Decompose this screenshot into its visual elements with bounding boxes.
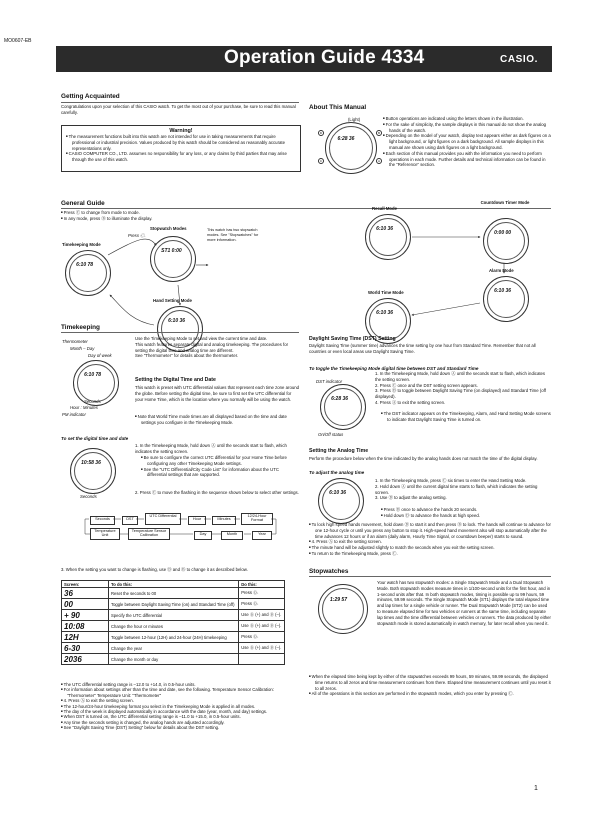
table-cell: 2036 xyxy=(62,654,109,665)
analog-note: ■ To lock high speed hands movement, hold down Ⓓ to start it and then press Ⓑ to lock. The hands will continue to advance for one 12-hour cycle or until you press any button to stop it. High-speed hand movement also will stop automatically after the time advances 12 hours or if an alarm (daily alarm, Hourly Time Signal, or countdown beeper) starts to sound. xyxy=(309,522,551,539)
label-seconds: Seconds xyxy=(84,399,101,404)
mode-countdown: Countdown Timer Mode xyxy=(480,200,530,205)
general-list xyxy=(61,210,211,222)
seq-utc: UTC Differential xyxy=(145,513,181,525)
dst-step: 3. Press Ⓓ to toggle between Daylight Saving Time (on displayed) and Standard Time (off displayed). xyxy=(375,388,546,400)
seq-minutes: Minutes xyxy=(212,516,236,525)
after-note: ■ Any time the seconds setting is changed, the analog hands are adjusted accordingly. xyxy=(61,720,299,725)
table-row xyxy=(62,599,285,610)
table-row xyxy=(62,643,285,654)
divider xyxy=(61,102,299,103)
label-month-day: Month – Day xyxy=(70,346,95,351)
label-day-of-week: Day of week xyxy=(88,353,112,358)
after-notes xyxy=(61,682,299,731)
step1-note: ■ See the "UTC Differential/City Code List" for information about the UTC differential settings that are supported. xyxy=(141,467,299,479)
settings-table xyxy=(61,580,285,665)
watch-hand-setting: 6:10 36 xyxy=(157,306,203,352)
label-seconds-setting: Seconds xyxy=(80,494,97,499)
analog-substep: ■ Hold down Ⓓ to advance the hands at high speed. xyxy=(381,513,551,519)
warning-box xyxy=(61,125,301,172)
warning-item: ■ CASIO COMPUTER CO., LTD. assumes no responsibility for any loss, or any claims by third parties that may arise through the use of this watch. xyxy=(66,151,296,163)
mode-stopwatch: Stopwatch Modes xyxy=(150,226,187,231)
table-row xyxy=(62,621,285,632)
watch-countdown: 0:00 00 xyxy=(483,218,529,264)
watch-dst: 6:28 36 xyxy=(320,384,366,430)
stopwatches-notes xyxy=(309,674,551,697)
intro-para: This watch features separate digital and analog timekeeping. The procedures for setting the digital time and analog time are different. xyxy=(135,341,289,353)
step1-notes xyxy=(141,455,299,478)
dst-step: 1. In the Timekeeping Mode, hold down Ⓐ until the seconds start to flash, which indicates the setting screen. xyxy=(375,371,546,382)
divider xyxy=(61,332,299,333)
analog-substeps xyxy=(381,507,551,519)
about-item: ■ For the sake of simplicity, the sample displays in this manual do not show the analog hands of the watch. xyxy=(383,122,551,134)
dst-sub: To toggle the Timekeeping Mode digital time between DST and Standard Time xyxy=(309,366,479,371)
table-cell: 00 xyxy=(62,599,109,610)
getting-intro: Congratulations upon your selection of this CASIO watch. To get the most out of your purchase, be sure to read this manual carefully. xyxy=(61,104,296,115)
table-row xyxy=(62,654,285,665)
stopwatch-note: This watch has two stopwatch modes. See "Stopwatches" for more information. xyxy=(207,228,259,242)
step1-note: ■ Be sure to configure the correct UTC differential for your Home Time before configuring any other Timekeeping Mode settings. xyxy=(141,455,299,467)
timekeeping-heading: Timekeeping xyxy=(61,324,100,331)
title-banner xyxy=(56,46,552,72)
stopwatch-note-item: ■ All of the operations in this section are performed in the stopwatch modes, which you enter by pressing Ⓒ. xyxy=(309,691,551,697)
table-cell: Use Ⓓ (+) and Ⓑ (–). xyxy=(239,643,285,654)
analog-step: 2. Hold down Ⓐ until the current digital time starts to flash, which indicates the setting screen. xyxy=(375,483,538,495)
divider xyxy=(61,208,551,209)
table-cell: Change the year xyxy=(109,643,239,654)
analog-heading: Setting the Analog Time xyxy=(309,448,369,454)
table-cell: 10:08 xyxy=(62,621,109,632)
sdt-text: This watch is preset with UTC differential values that represent each time zone around the globe. Before setting the digital time, be sure to first set the UTC differential for your Home Time, which is the location where you normally will be using the watch. xyxy=(135,385,299,402)
table-cell: Press Ⓓ. xyxy=(239,588,285,599)
general-heading: General Guide xyxy=(61,200,105,207)
warning-list xyxy=(66,134,296,163)
table-cell: Change the hour or minutes xyxy=(109,621,239,632)
watch-stopwatch: ST1 0:00 xyxy=(150,236,196,282)
sequence-arrows xyxy=(84,510,284,544)
page-title: Operation Guide 4334 xyxy=(224,47,425,68)
watch-setting: 10:58 36 xyxy=(70,448,116,494)
mode-world-time: World Time Mode xyxy=(368,290,404,295)
table-cell: Press Ⓓ. xyxy=(239,632,285,643)
analog-note: ■ The minute hand will be adjusted slightly to match the seconds when you exit the setting screen. xyxy=(309,545,551,551)
after-note: ■ For information about settings other than the time and date, see the following. Temperature Sensor Calibration: "Thermometer" Temperature Unit: "Thermometer" xyxy=(61,687,299,698)
about-list xyxy=(383,116,551,168)
button-c-icon: C xyxy=(319,159,323,163)
label-pm-indicator: PM indicator xyxy=(62,412,86,417)
button-a-icon: A xyxy=(377,159,380,163)
stopwatch-note-item: ■ When the elapsed time being kept by either of the stopwatches exceeds 99 hours, 59 minutes, 59.99 seconds, the displayed time returns to all zeros and time measurement continues from there. Elapsed time measurement continues until you reset it to all zeros. xyxy=(309,674,551,691)
intro-para: See "Thermometer" for details about the thermometer. xyxy=(135,353,239,359)
analog-notes xyxy=(309,522,551,557)
timekeeping-intro xyxy=(135,336,300,359)
label-dst-indicator: DST indicator xyxy=(316,379,343,384)
analog-intro: Perform the procedure below when the time indicated by the analog hands does not match the time of the digital display. xyxy=(309,456,538,461)
intro-para: Use the Timekeeping Mode to set and view the current time and date. xyxy=(135,336,268,341)
analog-sub: To adjust the analog time xyxy=(309,470,365,475)
table-cell: Change the month or day xyxy=(109,654,239,665)
after-note: ■ When DST is turned on, the UTC differential setting range is –11.0 to +15.0, in 0.5-hour units. xyxy=(61,714,299,719)
table-row xyxy=(62,632,285,643)
after-note: ■ The UTC differential setting range is –12.0 to +14.0, in 0.5-hour units. xyxy=(61,682,299,687)
table-cell: Toggle between 12-hour (12H) and 24-hour (24H) timekeeping xyxy=(109,632,239,643)
set-step-3: 3. When the setting you want to change is flashing, use Ⓓ and Ⓑ to change it as described below. xyxy=(61,567,248,572)
mode-alarm: Alarm Mode xyxy=(489,268,514,273)
watch-alarm: 6:10 36 xyxy=(483,276,529,322)
table-cell xyxy=(239,654,285,665)
sdt-note-item: ■ Note that World Time mode times are all displayed based on the time and date settings you configure in the Timekeeping Mode. xyxy=(135,414,300,426)
table-cell: Press Ⓓ. xyxy=(239,599,285,610)
about-item: ■ Each section of this manual provides you with the information you need to perform operations in each mode. Further details and technical information can be found in the "Reference" section. xyxy=(383,151,551,168)
seq-month: Month xyxy=(221,531,243,540)
divider xyxy=(309,576,551,577)
dst-step: 4. Press Ⓐ to exit the setting screen. xyxy=(375,399,446,405)
table-cell: Specify the UTC differential xyxy=(109,610,239,621)
table-cell: Toggle between Daylight Saving Time (on) and Standard Time (off) xyxy=(109,599,239,610)
warning-title: Warning! xyxy=(169,128,193,134)
watch-timekeeping-detail: 6:10 78 xyxy=(73,360,119,406)
watch-world-time: 6:10 36 xyxy=(365,298,411,344)
seq-seconds: Seconds xyxy=(90,516,115,525)
mode-hand-setting: Hand Setting Mode xyxy=(153,298,192,303)
seq-dst: DST xyxy=(122,516,138,525)
table-cell: Use Ⓓ (+) and Ⓑ (–). xyxy=(239,610,285,621)
analog-note: ■ 4. Press Ⓐ to exit the setting screen. xyxy=(309,539,551,545)
mode-flow-arrows xyxy=(100,225,540,345)
press-c-label: Press Ⓒ. xyxy=(128,233,146,238)
label-hour-minutes: Hour : Minutes xyxy=(70,405,98,410)
analog-steps xyxy=(375,478,551,501)
table-header: Do this: xyxy=(239,581,285,588)
table-cell: + 90 xyxy=(62,610,109,621)
after-note: ■ The 12-hour/24-hour timekeeping format you select in the Timekeeping Mode is applied in all modes. xyxy=(61,704,299,709)
seq-temp-cal: Temperature Sensor Calibration xyxy=(128,528,170,540)
seq-12-24: 12/24-Hour Format xyxy=(241,513,273,525)
table-header: Screen: xyxy=(62,581,109,588)
dst-step: 2. Press Ⓒ once and the DST setting screen appears. xyxy=(375,382,478,388)
analog-step: 1. In the Timekeeping Mode, press Ⓒ six times to enter the Hand Setting Mode. xyxy=(375,478,527,483)
set-step-2: 2. Press Ⓒ to move the flashing in the sequence shown below to select other settings. xyxy=(135,490,299,495)
brand-logo: CASIO. xyxy=(500,54,539,65)
page-number: 1 xyxy=(534,785,538,792)
sdt-note xyxy=(135,414,300,426)
stopwatches-text: Your watch has two stopwatch modes: a Single Stopwatch Mode and a Dual Stopwatch Mode. Both stopwatch modes measure times in 1/100-second units for the first hour, and in 1-second units after that. In both stopwatch modes, timing is possible up to 99 hours, 59 minutes, 59.99 seconds. The Single Stopwatch Mode (ST1) displays the total elapsed time and lap times for a single vehicle or runner. The Dual Stopwatch Mode (ST2) can be used to measure elapsed time for two vehicles or runners at the same time, including separate lap times and the time differential between vehicles or runners. The data produced by either stopwatch mode is stored automatically in watch memory, for later recall when you need it. xyxy=(377,580,551,626)
table-cell: 6-30 xyxy=(62,643,109,654)
about-item: ■ Button operations are indicated using the letters shown in the illustration. xyxy=(383,116,551,122)
watch-recall: 6:10 36 xyxy=(365,214,411,260)
analog-step: 3. Use Ⓓ to adjust the analog setting. xyxy=(375,495,447,501)
watch-stopwatch-detail: 1:29 57 xyxy=(318,584,368,634)
stopwatches-heading: Stopwatches xyxy=(309,568,349,575)
table-cell: Reset the seconds to 00 xyxy=(109,588,239,599)
light-label: (Light) xyxy=(348,117,361,122)
warning-item: ■ The measurement functions built into this watch are not intended for use in taking measurements that require professional or industrial precision. Values produced by this watch should be considered as reasonably accurate representations only. xyxy=(66,134,296,151)
sdt-heading: Setting the Digital Time and Date xyxy=(135,377,216,383)
about-heading: About This Manual xyxy=(309,104,367,111)
button-d-icon: D xyxy=(319,131,323,135)
dst-intro: Daylight Saving Time (summer time) advances the time setting by one hour from Standard Time. Remember that not all countries or even local areas use Daylight Saving Time. xyxy=(309,343,536,354)
button-b-icon: B xyxy=(377,131,380,135)
seq-temp-unit: Temperature Unit xyxy=(90,528,120,540)
mode-recall: Recall Mode xyxy=(372,206,398,211)
general-item: ■ Press Ⓒ to change from mode to mode. xyxy=(61,210,211,216)
mode-timekeeping: Timekeeping Mode xyxy=(62,242,101,247)
watch-illustration: 6:28 36 xyxy=(325,122,377,174)
label-onoff: On/Off status xyxy=(318,432,344,437)
seq-day: Day xyxy=(194,531,212,540)
table-row xyxy=(62,588,285,599)
table-header: To do this: xyxy=(109,581,239,588)
table-cell: Use Ⓓ (+) and Ⓑ (–). xyxy=(239,621,285,632)
watch-timekeeping: 6:10 78 xyxy=(65,250,111,296)
dst-heading: Daylight Saving Time (DST) Setting xyxy=(309,336,396,342)
table-cell: 12H xyxy=(62,632,109,643)
seq-year: Year xyxy=(252,531,272,540)
doc-code: MO0607-EB xyxy=(4,38,32,44)
set-heading: To set the digital time and date xyxy=(61,436,129,441)
analog-note: ■ To return to the Timekeeping Mode, press Ⓒ. xyxy=(309,551,551,557)
after-note: ■ 4. Press Ⓐ to exit the setting screen. xyxy=(61,698,299,703)
table-row xyxy=(62,610,285,621)
seq-hour: Hour xyxy=(188,516,206,525)
about-item: ■ Depending on the model of your watch, display text appears either as dark figures on a light background, or light figures on a dark background. All sample displays in this manual are shown using dark figures on a light background. xyxy=(383,133,551,150)
dst-note xyxy=(381,411,551,423)
general-item: ■ In any mode, press Ⓑ to illuminate the display. xyxy=(61,216,211,222)
getting-heading: Getting Acquainted xyxy=(61,93,120,100)
dst-steps xyxy=(375,371,551,406)
after-note: ■ See "Daylight Saving Time (DST) Setting" below for details about the DST setting. xyxy=(61,725,299,730)
table-cell: 36 xyxy=(62,588,109,599)
after-note: ■ The day of the week is displayed automatically in accordance with the date (year, month, and day) settings. xyxy=(61,709,299,714)
watch-analog: 6:10 36 xyxy=(318,478,364,524)
analog-substep: ■ Press Ⓓ once to advance the hands 20 seconds. xyxy=(381,507,551,513)
set-step-1: 1. In the Timekeeping Mode, hold down Ⓐ until the seconds start to flash, which indicates the setting screen. xyxy=(135,443,287,454)
dst-note-item: ■ The DST indicator appears on the Timekeeping, Alarm, and Hand Setting Mode screens to indicate that Daylight Saving Time is turned on. xyxy=(381,411,551,423)
label-thermometer: Thermometer xyxy=(62,339,88,344)
